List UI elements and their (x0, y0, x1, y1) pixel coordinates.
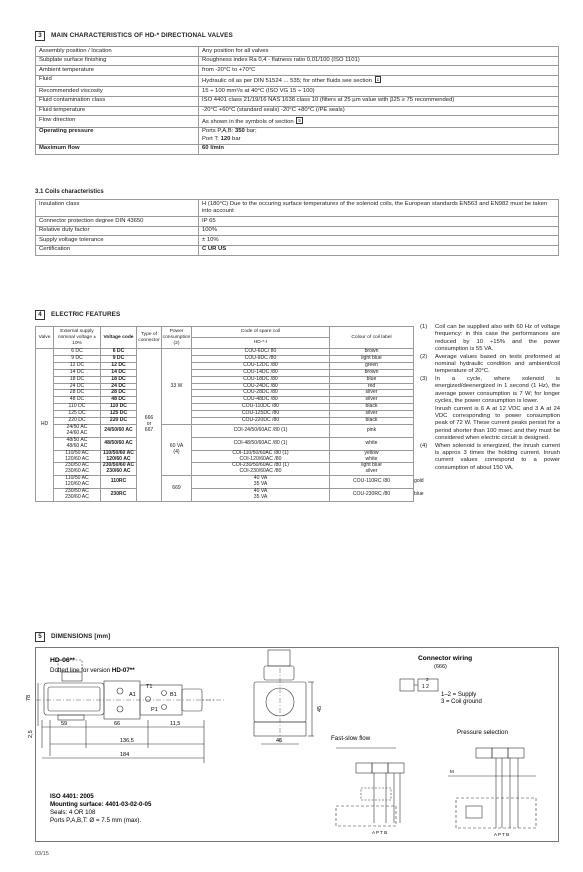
port-label-b1: B1 (170, 692, 177, 698)
coil-colour: black (330, 418, 414, 425)
section-ref: 1 (376, 77, 380, 83)
spare-coil: COU-14DC /80 (192, 369, 330, 376)
note-text: In a cycle, where solenoid is energized/deenergized in 1 second (1 Hz), the average power consumption is 7 W; for longer cycles, the power consumption is lower. (435, 376, 560, 404)
ext-supply: 24 DC (54, 383, 101, 390)
spare-coil: COU-110RC /80 (330, 476, 414, 489)
ext-supply: 24/50 AC 24/60 AC (54, 424, 101, 437)
spare-coil: COU-125DC /80 (192, 411, 330, 418)
col-colour: Colour of coil label (330, 327, 414, 349)
row-value (199, 75, 559, 87)
ground-legend: 3 = Coil ground (441, 699, 482, 705)
row-value-text: Roughness index Ra 0,4 - flatness ratio 0,01/100 (ISO 1101) (202, 57, 360, 64)
fast-slow-title: Fast-slow flow (331, 735, 371, 742)
coil-colour: silver (330, 411, 414, 418)
row-key: Certification (36, 245, 199, 255)
coil-colour: green (330, 362, 414, 369)
section-4-header (35, 309, 120, 320)
dim-136-5: 136,5 (120, 738, 134, 744)
coil-colour: silver (330, 390, 414, 397)
power: 40 VA 35 VA (192, 476, 330, 489)
coil-colour: black (330, 404, 414, 411)
row-value-text: ISO 4401 class 21/19/16 NAS 1638 class 10 (filters at 25 µm value with β25 ≥ 75 recommended) (202, 97, 455, 104)
ext-supply: 14 DC (54, 369, 101, 376)
col-valve: Valve (36, 327, 54, 349)
row-value (199, 66, 559, 76)
connector-type: 666 or 667 (137, 349, 162, 502)
row-value (199, 47, 559, 57)
voltage-code: 125 DC (101, 411, 137, 418)
table-row (36, 424, 414, 437)
voltage-code: 14 DC (101, 369, 137, 376)
section-number: 5 (35, 632, 45, 642)
section-title: ELECTRIC FEATURES (51, 311, 121, 318)
table-row (36, 226, 559, 236)
coil-colour: brown (330, 349, 414, 356)
coil-colour: brown (330, 369, 414, 376)
row-value-text: Any position for all valves (202, 47, 269, 54)
table-row (36, 369, 414, 376)
dim-66: 66 (114, 721, 121, 727)
connector-type: 669 (162, 476, 192, 502)
coil-colour: yellow white (330, 450, 414, 463)
row-value: 100% (199, 226, 559, 236)
section-number: 3 (35, 31, 45, 41)
fast-slow-symbol (336, 748, 404, 826)
voltage-code: 110RC (101, 476, 137, 489)
pressure-ports: A P T B (494, 832, 510, 837)
table-row (36, 144, 559, 154)
seals-info: Seals: 4 OR 108 (50, 809, 96, 816)
table-row: 110/50 AC 120/60 AC 110RC 669 40 VA 35 VA COU-110RC /80 gold (36, 476, 414, 489)
table-row (36, 362, 414, 369)
port-label-p1: P1 (151, 707, 158, 713)
row-key: Maximum flow (36, 144, 199, 154)
row-key: Subplate surface finishing (36, 56, 199, 66)
col-ext-supply: External supply nominal voltage ± 10% (54, 327, 101, 349)
power: 33 W (162, 349, 192, 425)
ext-supply: 9 DC (54, 355, 101, 362)
voltage-code: 48 DC (101, 397, 137, 404)
main-characteristics-table (35, 46, 559, 155)
port-label-t1: T1 (146, 684, 153, 690)
row-value: 60 l/min (199, 144, 559, 154)
table-row (36, 404, 414, 411)
voltage-code: 110/50/60 AC 120/60 AC (101, 450, 137, 463)
table-row (36, 127, 559, 144)
connector-wiring-title: Connector wiring (418, 655, 473, 662)
ext-supply: 230/50 AC 230/60 AC (54, 489, 101, 502)
front-view (254, 650, 314, 744)
model-label: HD-06** (50, 657, 75, 664)
spare-coil: COU-110DC /80 (192, 404, 330, 411)
coil-colour: pink (330, 424, 414, 437)
port-label-a1: A1 (129, 692, 136, 698)
section-number: 4 (35, 310, 45, 320)
note-item (420, 376, 560, 405)
voltage-code: 48/50/60 AC (101, 437, 137, 450)
valve-cell: HD (36, 349, 54, 502)
row-value-text: -20°C +60°C (standard seals) -20°C +80°C (/PE seals) (202, 107, 345, 114)
row-value (199, 116, 559, 128)
dim-45: 45 (317, 705, 323, 712)
row-key: Recommended viscosity (36, 87, 199, 97)
row-key: Fluid temperature (36, 106, 199, 116)
row-value (199, 106, 559, 116)
voltage-code: 24 DC (101, 383, 137, 390)
connector-code: (666) (434, 664, 447, 670)
row-key: Fluid contamination class (36, 96, 199, 106)
table-row (36, 355, 414, 362)
table-row (36, 376, 414, 383)
row-value: IP 65 (199, 217, 559, 227)
row-value (199, 56, 559, 66)
table-row (36, 56, 559, 66)
spare-coil: COU-230RC /80 (330, 489, 414, 502)
table-row (36, 217, 559, 227)
row-key: Relative duty factor (36, 226, 199, 236)
row-key: Operating pressure (36, 127, 199, 144)
voltage-code: 24/50/60 AC (101, 424, 137, 437)
table-row (36, 463, 414, 476)
page-footer: 03/15 (35, 851, 49, 857)
spare-coil: COU-24DC /80 (192, 383, 330, 390)
table-row (36, 236, 559, 246)
ext-supply: 110 DC (54, 404, 101, 411)
voltage-code: 28 DC (101, 390, 137, 397)
table-row (36, 383, 414, 390)
ext-supply: 12 DC (54, 362, 101, 369)
pin-3: 3 (426, 677, 429, 682)
table-row (36, 245, 559, 255)
coil-colour: light blue (330, 355, 414, 362)
row-key: Flow direction (36, 116, 199, 128)
row-key: Connector protection degree DIN 43650 (36, 217, 199, 227)
table-row (36, 450, 414, 463)
connector-symbol (400, 679, 438, 691)
row-value-text: As shown in the symbols of section (202, 118, 294, 125)
electric-features-table (35, 326, 424, 502)
table-row (36, 390, 414, 397)
dotted-line-note: Dotted line for version HD-07** (50, 667, 135, 674)
dim-2-5: 2,5 (28, 730, 34, 738)
dimensions-drawing-box (26, 647, 559, 842)
ext-supply: 18 DC (54, 376, 101, 383)
mounting-surface: Mounting surface: 4401-03-02-0-05 (50, 801, 152, 808)
spare-coil: COU-48DC /80 (192, 397, 330, 404)
row-key: Insulation class (36, 200, 199, 217)
note-text: Inrush current is 6 A at 12 VDC and 3 A at 24 VDC corresponding to power consumption peak of 72 W. These current peaks persist for a period shorter than 100 msec and they must be considered when electric circuit is designed. (435, 405, 560, 441)
ext-supply: 48 DC (54, 397, 101, 404)
spare-coil: COU-18DC /80 (192, 376, 330, 383)
note-number: (3) (420, 376, 428, 383)
section-title: MAIN CHARACTERISTICS OF HD-* DIRECTIONAL VALVES (51, 32, 233, 39)
note-item (420, 406, 560, 442)
spare-coil: COU-6DC/ 80 (192, 349, 330, 356)
voltage-code: 9 DC (101, 355, 137, 362)
col-power: Power consumption (2) (162, 327, 192, 349)
side-view (36, 660, 226, 763)
note-number: (4) (420, 442, 428, 449)
spare-coil: COU-9DC /80 (192, 355, 330, 362)
dim-78: 78 (26, 694, 32, 701)
row-key: Fluid (36, 75, 199, 87)
power: 60 VA (4) (162, 424, 192, 475)
col-spare-coil: Code of spare coil (192, 327, 330, 338)
note-item (420, 443, 560, 472)
ext-supply: 110/50 AC 120/60 AC (54, 450, 101, 463)
ext-supply: 230/50 AC 230/60 AC (54, 463, 101, 476)
note-text: Average values based on tests preformed at nominal hydraulic condition and ambient/coil temperature of 20°C. (435, 353, 560, 375)
table-row (36, 87, 559, 97)
note-item (420, 324, 560, 353)
ext-supply: 125 DC (54, 411, 101, 418)
fast-slow-ports: A P T B (372, 830, 388, 835)
col-spare-coil-sub: HD-*-I (192, 338, 330, 349)
section-ref: 5 (298, 117, 301, 123)
ports-info: Ports P,A,B,T: Ø = 7.5 mm (max). (50, 817, 142, 824)
pin-labels: 1 2 (422, 684, 429, 690)
spare-coil: COU-28DC /80 (192, 390, 330, 397)
voltage-code: 110 DC (101, 404, 137, 411)
table-row (36, 96, 559, 106)
electric-notes (420, 324, 560, 472)
row-value-text: Hydraulic oil as per DIN 51524 ... 535; for other fluids see section (202, 78, 372, 85)
voltage-code: 220 DC (101, 418, 137, 425)
pressure-selection-symbol (448, 748, 536, 828)
coils-characteristics-table (35, 199, 559, 256)
row-value (199, 96, 559, 106)
note-number (420, 406, 435, 442)
dim-59: 59 (61, 721, 68, 727)
table-row (36, 106, 559, 116)
row-key: Assembly position / location (36, 47, 199, 57)
note-number: (1) (420, 324, 428, 330)
ext-supply: 48/50 AC 48/60 AC (54, 437, 101, 450)
ext-supply: 28 DC (54, 390, 101, 397)
spare-coil: COI-48/50/60AC /80 (1) (192, 437, 330, 450)
note-text: When solenoid is energized, the inrush current is approx 3 times the holding current. Inrush current values correspond to a power consumption of about 150 VA. (435, 442, 560, 471)
row-value-text: from -20°C to +70°C (202, 66, 256, 73)
row-value-text: 15 ÷ 100 mm²/s at 40°C (ISO VG 15 ÷ 100) (202, 87, 315, 94)
section-3-header (35, 30, 233, 41)
col-voltage-code: Voltage code (101, 327, 137, 349)
coil-colour: red (330, 383, 414, 390)
table-row (36, 75, 559, 87)
voltage-code: 230/50/60 AC 230/60 AC (101, 463, 137, 476)
table-row (36, 116, 559, 128)
row-value: C UR US (199, 245, 559, 255)
note-number: (2) (420, 353, 428, 360)
row-value: H (180°C) Due to the occuring surface temperatures of the solenoid coils, the European standards EN563 and EN982 must be taken into account (199, 200, 559, 217)
note-text: Coil can be supplied also with 60 Hz of voltage frequency: in this case the performances are reduced by 10 ÷15% and the power consumption is 55 VA. (435, 324, 560, 352)
section-title: DIMENSIONS [mm] (51, 633, 111, 640)
row-key: Supply voltage tolerance (36, 236, 199, 246)
voltage-code: 6 DC (101, 349, 137, 356)
header-row (36, 327, 414, 338)
spare-coil: COI-110/50/60AC /80 (1) COI-120/60AC /80 (192, 450, 330, 463)
spare-coil: COU-220DC /80 (192, 418, 330, 425)
ext-supply: 220 DC (54, 418, 101, 425)
spare-coil: COI-24/50/60AC /80 (1) (192, 424, 330, 437)
voltage-code: 18 DC (101, 376, 137, 383)
row-value: ± 10% (199, 236, 559, 246)
table-row (36, 200, 559, 217)
table-row (36, 349, 414, 356)
row-key: Ambient temperature (36, 66, 199, 76)
col-type-connector: Type of connector (137, 327, 162, 349)
section-5-header (35, 631, 110, 642)
iso-standard: ISO 4401: 2005 (50, 793, 94, 800)
note-item (420, 354, 560, 376)
dim-46: 46 (276, 738, 283, 744)
voltage-code: 230RC (101, 489, 137, 502)
table-row (36, 66, 559, 76)
table-row (36, 418, 414, 425)
spare-coil: COI-230/50/60AC /80 (1) COI-230/60AC /80 (192, 463, 330, 476)
table-row (36, 397, 414, 404)
pressure-port-m: M (450, 769, 454, 774)
dim-184: 184 (120, 752, 130, 758)
power: 40 VA 35 VA (192, 489, 330, 502)
spare-coil: COU-12DC /80 (192, 362, 330, 369)
supply-legend: 1–2 = Supply (441, 692, 477, 698)
table-row (36, 411, 414, 418)
row-value: Ports P,A,B: 350 bar; Port T: 120 bar (199, 127, 559, 144)
table-row (36, 47, 559, 57)
ext-supply: 110/50 AC 120/60 AC (54, 476, 101, 489)
coils-subtitle: 3.1 Coils characteristics (35, 189, 104, 195)
voltage-code: 12 DC (101, 362, 137, 369)
table-row: 230/50 AC 230/60 AC 230RC 40 VA 35 VA COU-230RC /80 blue (36, 489, 414, 502)
dimensions-drawing (26, 648, 560, 843)
pressure-selection-title: Pressure selection (457, 729, 508, 736)
coil-colour: light blue silver (330, 463, 414, 476)
row-value (199, 87, 559, 97)
coil-colour: silver (330, 397, 414, 404)
coil-colour: white (330, 437, 414, 450)
dim-11-5: 11,5 (170, 721, 181, 727)
coil-colour: blue (330, 376, 414, 383)
ext-supply: 6 DC (54, 349, 101, 356)
table-row (36, 437, 414, 450)
